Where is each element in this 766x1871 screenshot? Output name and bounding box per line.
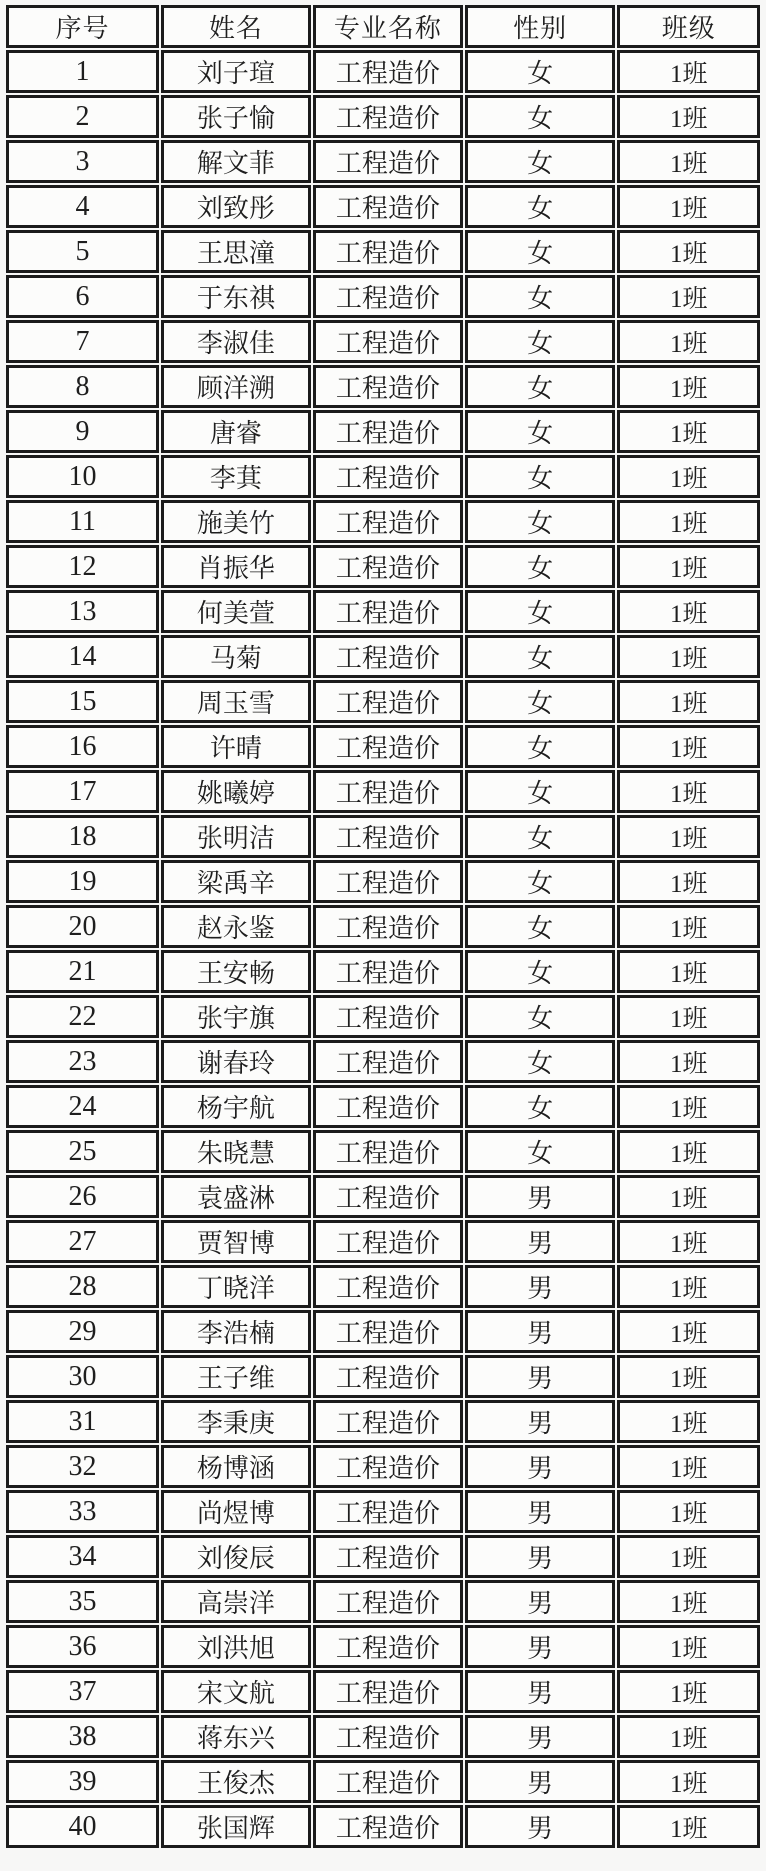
cell-class: 1班 [617,185,760,228]
table-row [6,275,760,318]
cell-gender: 男 [465,1535,616,1578]
cell-gender: 女 [465,140,616,183]
table-row [6,230,760,273]
table-row [6,905,760,948]
cell-major: 工程造价 [313,635,463,678]
cell-name: 许晴 [161,725,311,768]
cell-gender: 女 [465,995,616,1038]
cell-major: 工程造价 [313,1220,463,1263]
cell-name: 王俊杰 [161,1760,311,1803]
cell-no: 17 [6,770,159,813]
cell-major: 工程造价 [313,680,463,723]
cell-gender: 女 [465,185,616,228]
cell-major: 工程造价 [313,455,463,498]
cell-name: 于东祺 [161,275,311,318]
cell-gender: 女 [465,590,616,633]
header-class: 班级 [617,5,760,48]
cell-gender: 女 [465,770,616,813]
cell-name: 王子维 [161,1355,311,1398]
table-row [6,410,760,453]
cell-name: 尚煜博 [161,1490,311,1533]
table-row [6,725,760,768]
cell-gender: 女 [465,320,616,363]
table-row [6,185,760,228]
cell-major: 工程造价 [313,1130,463,1173]
table-row [6,500,760,543]
cell-no: 11 [6,500,159,543]
cell-class: 1班 [617,1040,760,1083]
cell-no: 6 [6,275,159,318]
cell-class: 1班 [617,500,760,543]
cell-gender: 男 [465,1760,616,1803]
cell-class: 1班 [617,1310,760,1353]
cell-no: 28 [6,1265,159,1308]
table-row [6,365,760,408]
cell-gender: 女 [465,95,616,138]
header-gender: 性别 [465,5,616,48]
cell-gender: 女 [465,275,616,318]
cell-name: 马菊 [161,635,311,678]
cell-no: 8 [6,365,159,408]
cell-no: 16 [6,725,159,768]
cell-name: 王安畅 [161,950,311,993]
table-row [6,1490,760,1533]
cell-gender: 男 [465,1220,616,1263]
cell-major: 工程造价 [313,1175,463,1218]
cell-no: 18 [6,815,159,858]
table-row [6,680,760,723]
table-row [6,455,760,498]
cell-name: 谢春玲 [161,1040,311,1083]
cell-major: 工程造价 [313,365,463,408]
cell-gender: 女 [465,725,616,768]
cell-class: 1班 [617,1085,760,1128]
cell-major: 工程造价 [313,230,463,273]
table-row [6,950,760,993]
header-major-name: 专业名称 [313,5,463,48]
table-row [6,1400,760,1443]
cell-major: 工程造价 [313,320,463,363]
cell-gender: 男 [465,1265,616,1308]
cell-name: 张子愉 [161,95,311,138]
cell-name: 张宇旗 [161,995,311,1038]
cell-no: 21 [6,950,159,993]
cell-name: 蒋东兴 [161,1715,311,1758]
table-row [6,1040,760,1083]
cell-no: 39 [6,1760,159,1803]
cell-class: 1班 [617,365,760,408]
cell-major: 工程造价 [313,815,463,858]
cell-class: 1班 [617,905,760,948]
cell-no: 1 [6,50,159,93]
cell-class: 1班 [617,1625,760,1668]
cell-name: 刘洪旭 [161,1625,311,1668]
cell-no: 31 [6,1400,159,1443]
table-row [6,50,760,93]
cell-gender: 女 [465,410,616,453]
cell-gender: 男 [465,1445,616,1488]
cell-class: 1班 [617,1220,760,1263]
cell-gender: 男 [465,1580,616,1623]
table-row [6,1265,760,1308]
table-row [6,995,760,1038]
cell-no: 36 [6,1625,159,1668]
cell-gender: 男 [465,1310,616,1353]
cell-major: 工程造价 [313,140,463,183]
cell-gender: 女 [465,1085,616,1128]
cell-class: 1班 [617,545,760,588]
cell-no: 33 [6,1490,159,1533]
cell-name: 宋文航 [161,1670,311,1713]
cell-class: 1班 [617,995,760,1038]
cell-name: 刘俊辰 [161,1535,311,1578]
cell-no: 26 [6,1175,159,1218]
cell-major: 工程造价 [313,275,463,318]
cell-gender: 女 [465,455,616,498]
table-row [6,1175,760,1218]
cell-class: 1班 [617,1445,760,1488]
cell-no: 34 [6,1535,159,1578]
cell-no: 2 [6,95,159,138]
cell-no: 20 [6,905,159,948]
cell-class: 1班 [617,635,760,678]
cell-no: 25 [6,1130,159,1173]
cell-name: 李秉庚 [161,1400,311,1443]
table-row [6,320,760,363]
table-row [6,1535,760,1578]
cell-no: 3 [6,140,159,183]
table-row [6,815,760,858]
cell-name: 高崇洋 [161,1580,311,1623]
cell-major: 工程造价 [313,1580,463,1623]
cell-class: 1班 [617,455,760,498]
cell-gender: 男 [465,1400,616,1443]
cell-gender: 女 [465,500,616,543]
cell-no: 19 [6,860,159,903]
table-row [6,1445,760,1488]
cell-no: 13 [6,590,159,633]
cell-name: 杨宇航 [161,1085,311,1128]
cell-class: 1班 [617,230,760,273]
cell-gender: 女 [465,1130,616,1173]
cell-no: 30 [6,1355,159,1398]
table-row [6,1220,760,1263]
cell-class: 1班 [617,275,760,318]
cell-major: 工程造价 [313,950,463,993]
cell-name: 张国辉 [161,1805,311,1848]
cell-name: 周玉雪 [161,680,311,723]
cell-gender: 男 [465,1670,616,1713]
cell-name: 李淑佳 [161,320,311,363]
table-row [6,1715,760,1758]
cell-class: 1班 [617,1715,760,1758]
cell-gender: 男 [465,1175,616,1218]
cell-name: 杨博涵 [161,1445,311,1488]
cell-gender: 男 [465,1625,616,1668]
table-row [6,1130,760,1173]
cell-gender: 女 [465,635,616,678]
cell-major: 工程造价 [313,1535,463,1578]
cell-class: 1班 [617,1670,760,1713]
cell-major: 工程造价 [313,1805,463,1848]
cell-no: 14 [6,635,159,678]
header-serial-number: 序号 [6,5,159,48]
cell-gender: 男 [465,1355,616,1398]
cell-major: 工程造价 [313,545,463,588]
cell-major: 工程造价 [313,860,463,903]
cell-gender: 女 [465,905,616,948]
cell-gender: 女 [465,680,616,723]
cell-no: 7 [6,320,159,363]
cell-gender: 男 [465,1490,616,1533]
cell-major: 工程造价 [313,1445,463,1488]
cell-major: 工程造价 [313,1715,463,1758]
header-name: 姓名 [161,5,311,48]
cell-name: 施美竹 [161,500,311,543]
cell-no: 27 [6,1220,159,1263]
cell-major: 工程造价 [313,1355,463,1398]
cell-no: 12 [6,545,159,588]
cell-gender: 女 [465,365,616,408]
cell-name: 李浩楠 [161,1310,311,1353]
cell-class: 1班 [617,815,760,858]
table-row [6,1580,760,1623]
cell-name: 顾洋溯 [161,365,311,408]
cell-name: 赵永鉴 [161,905,311,948]
cell-name: 贾智博 [161,1220,311,1263]
cell-major: 工程造价 [313,500,463,543]
cell-class: 1班 [617,1355,760,1398]
cell-class: 1班 [617,1580,760,1623]
table-row [6,545,760,588]
cell-no: 35 [6,1580,159,1623]
cell-major: 工程造价 [313,185,463,228]
cell-major: 工程造价 [313,1040,463,1083]
cell-name: 解文菲 [161,140,311,183]
table-row [6,860,760,903]
cell-no: 40 [6,1805,159,1848]
cell-class: 1班 [617,1265,760,1308]
cell-name: 刘子瑄 [161,50,311,93]
cell-name: 何美萱 [161,590,311,633]
cell-class: 1班 [617,770,760,813]
table-row [6,1310,760,1353]
cell-gender: 女 [465,950,616,993]
cell-class: 1班 [617,1130,760,1173]
table-row [6,140,760,183]
cell-major: 工程造价 [313,725,463,768]
cell-major: 工程造价 [313,905,463,948]
cell-class: 1班 [617,1490,760,1533]
cell-gender: 女 [465,815,616,858]
table-row [6,1805,760,1848]
cell-no: 15 [6,680,159,723]
cell-major: 工程造价 [313,1625,463,1668]
cell-name: 朱晓慧 [161,1130,311,1173]
cell-gender: 女 [465,860,616,903]
cell-no: 24 [6,1085,159,1128]
cell-name: 唐睿 [161,410,311,453]
student-roster-table [4,3,762,1850]
cell-no: 5 [6,230,159,273]
cell-class: 1班 [617,1805,760,1848]
cell-name: 梁禹辛 [161,860,311,903]
table-row [6,1670,760,1713]
cell-name: 王思潼 [161,230,311,273]
cell-class: 1班 [617,590,760,633]
table-row [6,590,760,633]
cell-class: 1班 [617,410,760,453]
cell-class: 1班 [617,950,760,993]
cell-class: 1班 [617,1535,760,1578]
cell-no: 9 [6,410,159,453]
cell-class: 1班 [617,95,760,138]
cell-class: 1班 [617,50,760,93]
cell-major: 工程造价 [313,770,463,813]
cell-major: 工程造价 [313,410,463,453]
table-row [6,1760,760,1803]
cell-name: 刘致彤 [161,185,311,228]
cell-gender: 女 [465,1040,616,1083]
cell-no: 32 [6,1445,159,1488]
cell-major: 工程造价 [313,1490,463,1533]
cell-no: 23 [6,1040,159,1083]
cell-name: 姚曦婷 [161,770,311,813]
cell-class: 1班 [617,140,760,183]
cell-name: 肖振华 [161,545,311,588]
cell-class: 1班 [617,1175,760,1218]
cell-no: 38 [6,1715,159,1758]
cell-gender: 男 [465,1715,616,1758]
cell-gender: 女 [465,50,616,93]
cell-name: 丁晓洋 [161,1265,311,1308]
cell-class: 1班 [617,1400,760,1443]
cell-class: 1班 [617,725,760,768]
cell-no: 10 [6,455,159,498]
cell-major: 工程造价 [313,590,463,633]
cell-major: 工程造价 [313,1265,463,1308]
cell-no: 22 [6,995,159,1038]
cell-gender: 女 [465,230,616,273]
cell-gender: 女 [465,545,616,588]
cell-major: 工程造价 [313,1085,463,1128]
cell-name: 袁盛淋 [161,1175,311,1218]
cell-major: 工程造价 [313,1310,463,1353]
cell-major: 工程造价 [313,50,463,93]
cell-major: 工程造价 [313,995,463,1038]
cell-no: 4 [6,185,159,228]
cell-major: 工程造价 [313,1400,463,1443]
cell-gender: 男 [465,1805,616,1848]
table-row [6,1085,760,1128]
cell-class: 1班 [617,320,760,363]
table-body [6,50,760,1848]
cell-no: 37 [6,1670,159,1713]
table-row [6,770,760,813]
table-row [6,635,760,678]
cell-class: 1班 [617,1760,760,1803]
cell-major: 工程造价 [313,1760,463,1803]
header-row [6,5,760,48]
table-row [6,1355,760,1398]
cell-name: 张明洁 [161,815,311,858]
cell-class: 1班 [617,860,760,903]
cell-name: 李萁 [161,455,311,498]
table-row [6,1625,760,1668]
table-row [6,95,760,138]
cell-major: 工程造价 [313,95,463,138]
cell-class: 1班 [617,680,760,723]
cell-no: 29 [6,1310,159,1353]
cell-major: 工程造价 [313,1670,463,1713]
